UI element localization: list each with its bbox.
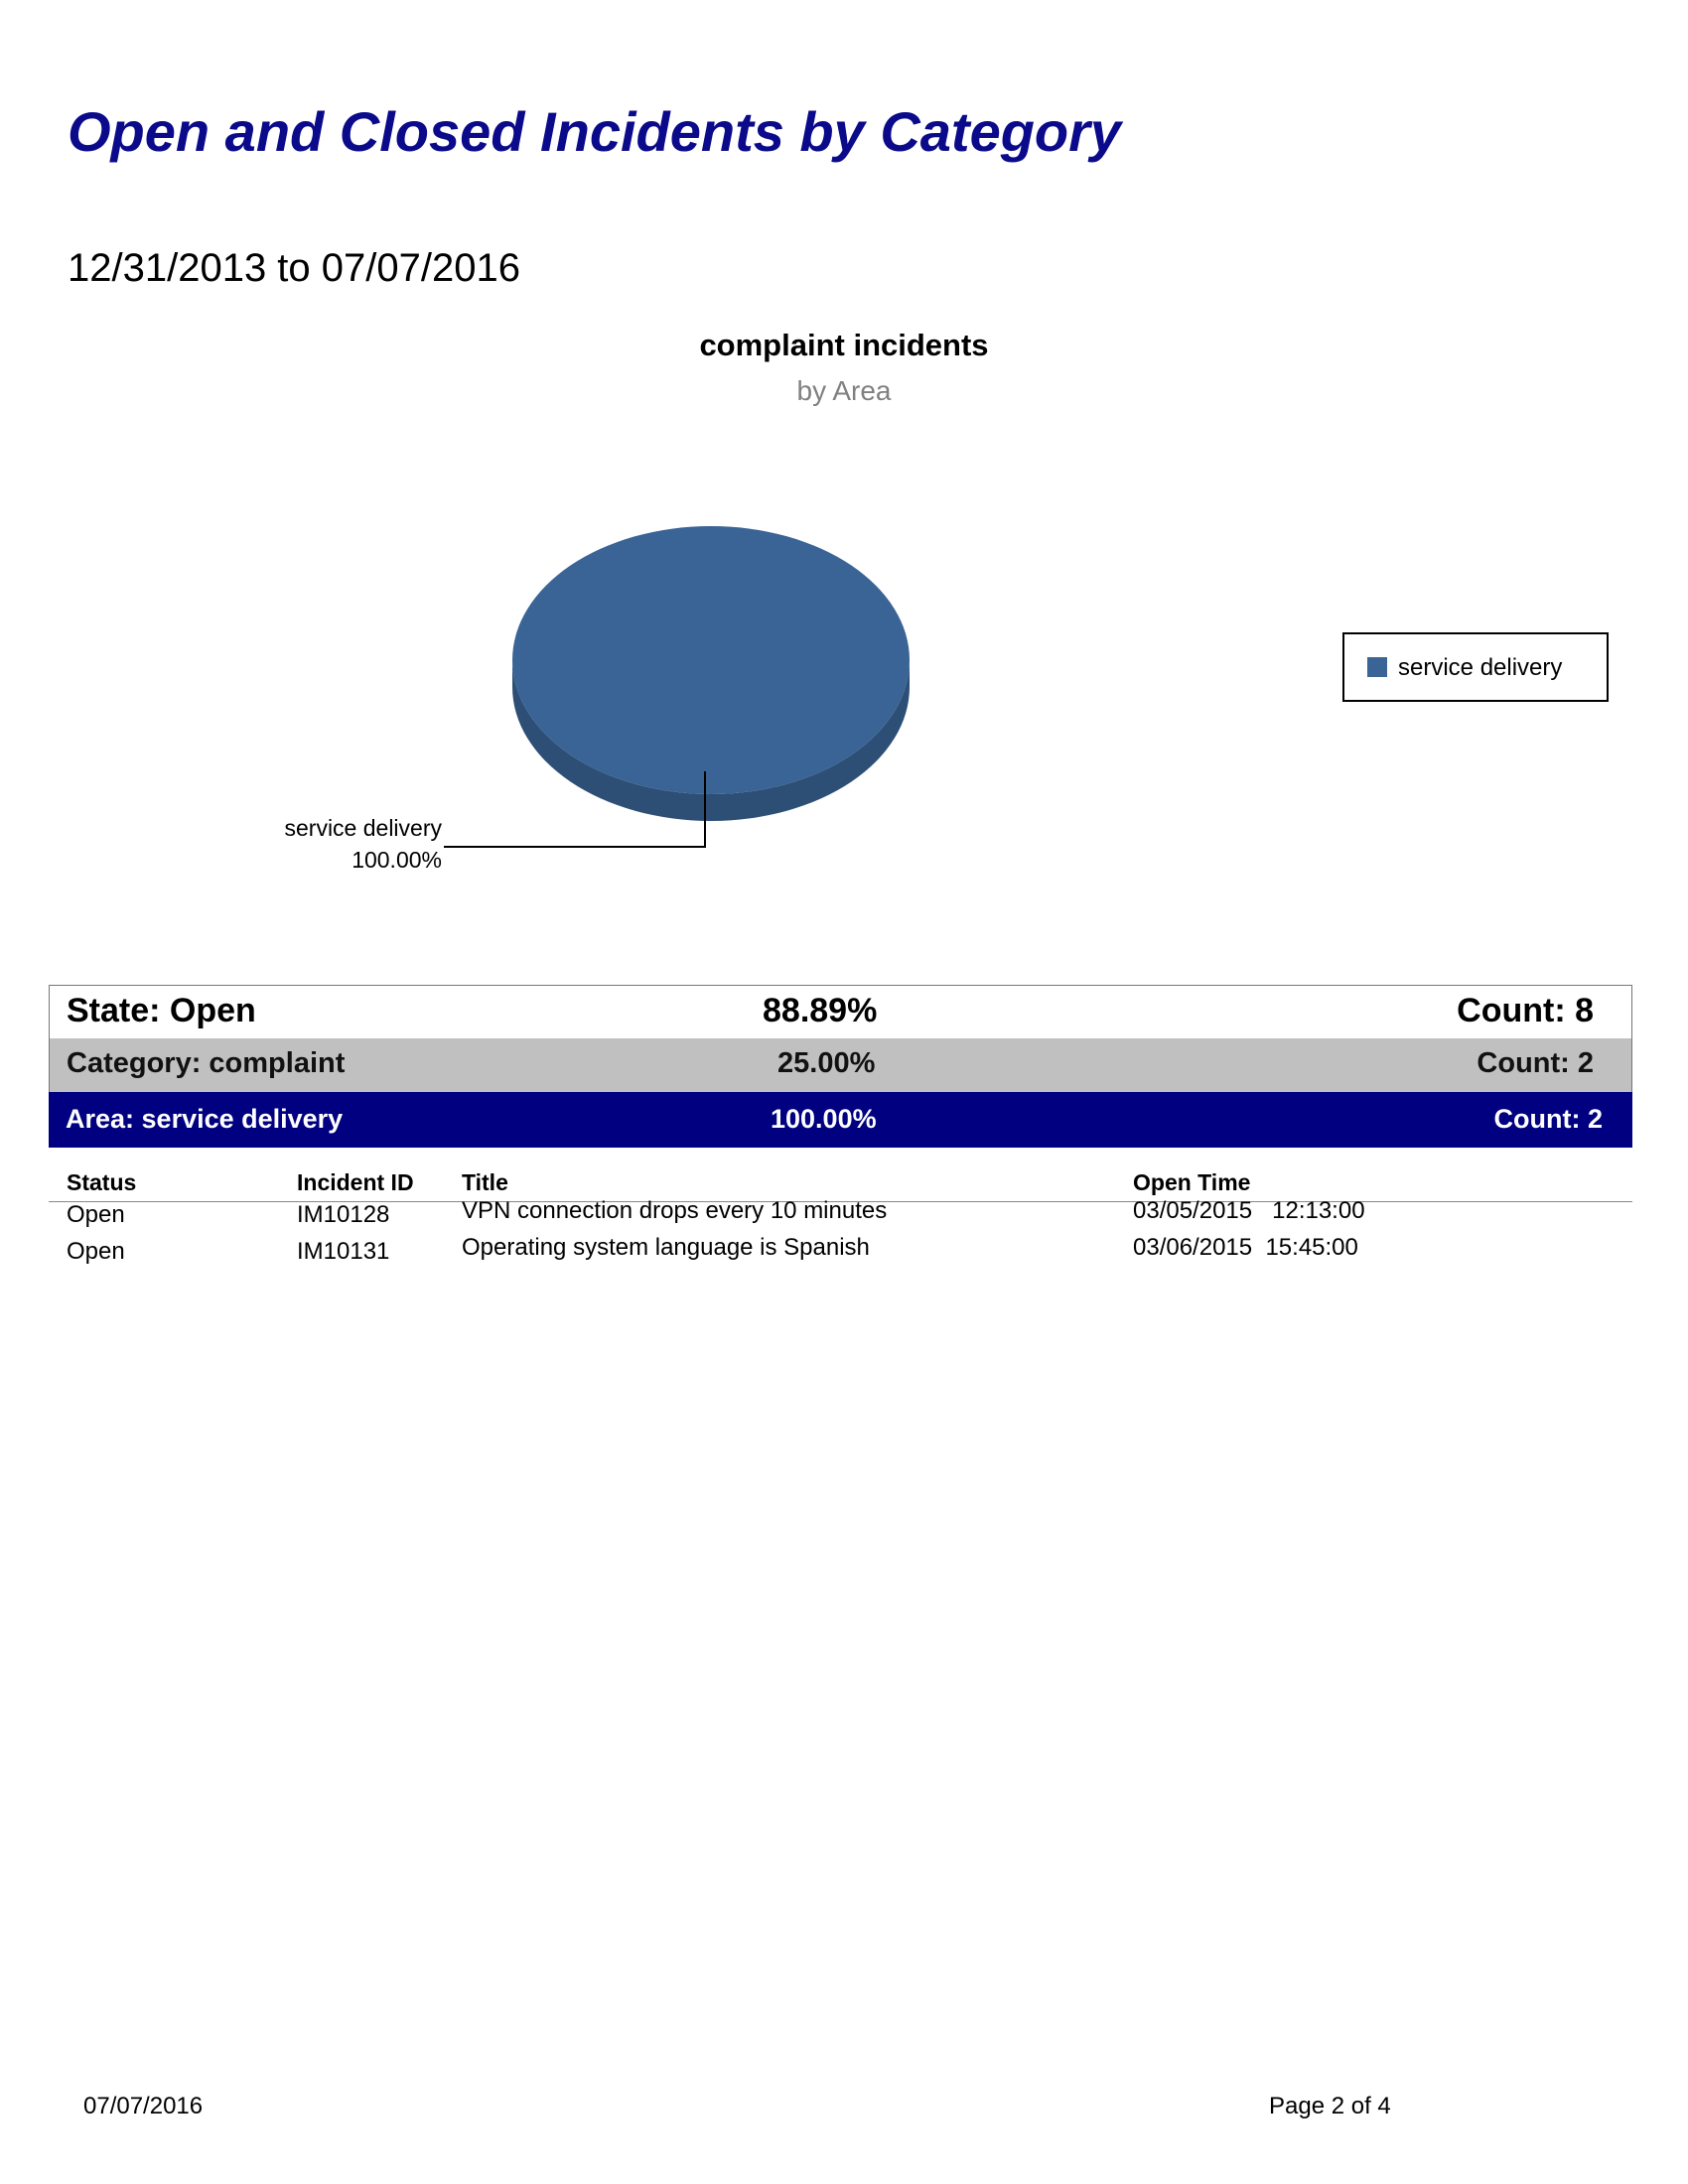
area-label: Area: service delivery: [66, 1104, 344, 1134]
row-title: Operating system language is Spanish: [462, 1234, 870, 1261]
group-state-band: [49, 985, 1632, 1038]
row-status: Open: [67, 1201, 125, 1228]
category-label: Category: complaint: [67, 1047, 346, 1079]
state-label: State: Open: [67, 992, 256, 1029]
group-area-band: [49, 1092, 1632, 1148]
category-percent: 25.00%: [777, 1047, 876, 1079]
header-title: Title: [462, 1169, 508, 1195]
header-incident-id: Incident ID: [297, 1169, 414, 1195]
footer-date: 07/07/2016: [83, 2093, 204, 2119]
header-status: Status: [67, 1169, 137, 1195]
chart-legend: [1343, 633, 1608, 701]
pie-slice-percent: 100.00%: [352, 847, 442, 873]
category-count: Count: 2: [1477, 1047, 1594, 1079]
pie-slice: [512, 526, 910, 794]
report-title: Open and Closed Incidents by Category: [68, 100, 1122, 163]
legend-label: service delivery: [1398, 654, 1563, 681]
row-open-time: 03/06/2015 15:45:00: [1133, 1234, 1358, 1261]
pie-slice-label: service delivery: [284, 815, 442, 841]
date-range: 12/31/2013 to 07/07/2016: [68, 246, 520, 290]
chart-subtitle: by Area: [796, 375, 892, 406]
footer-page-number: Page 2 of 4: [1269, 2093, 1391, 2119]
row-incident-id: IM10131: [297, 1238, 390, 1265]
row-title: VPN connection drops every 10 minutes: [462, 1197, 888, 1224]
row-incident-id: IM10128: [297, 1201, 390, 1228]
header-open-time: Open Time: [1133, 1169, 1251, 1195]
area-percent: 100.00%: [771, 1104, 877, 1134]
legend-swatch: [1367, 657, 1387, 677]
chart-title: complaint incidents: [699, 328, 989, 362]
state-percent: 88.89%: [763, 992, 878, 1029]
table-row: [49, 1234, 1632, 1270]
pie-chart: [0, 318, 1688, 893]
group-category-band: [49, 1038, 1632, 1092]
row-status: Open: [67, 1238, 125, 1265]
row-open-time: 03/05/2015 12:13:00: [1133, 1197, 1365, 1224]
state-count: Count: 8: [1457, 992, 1594, 1029]
area-count: Count: 2: [1493, 1104, 1603, 1134]
table-row: [49, 1197, 1632, 1233]
